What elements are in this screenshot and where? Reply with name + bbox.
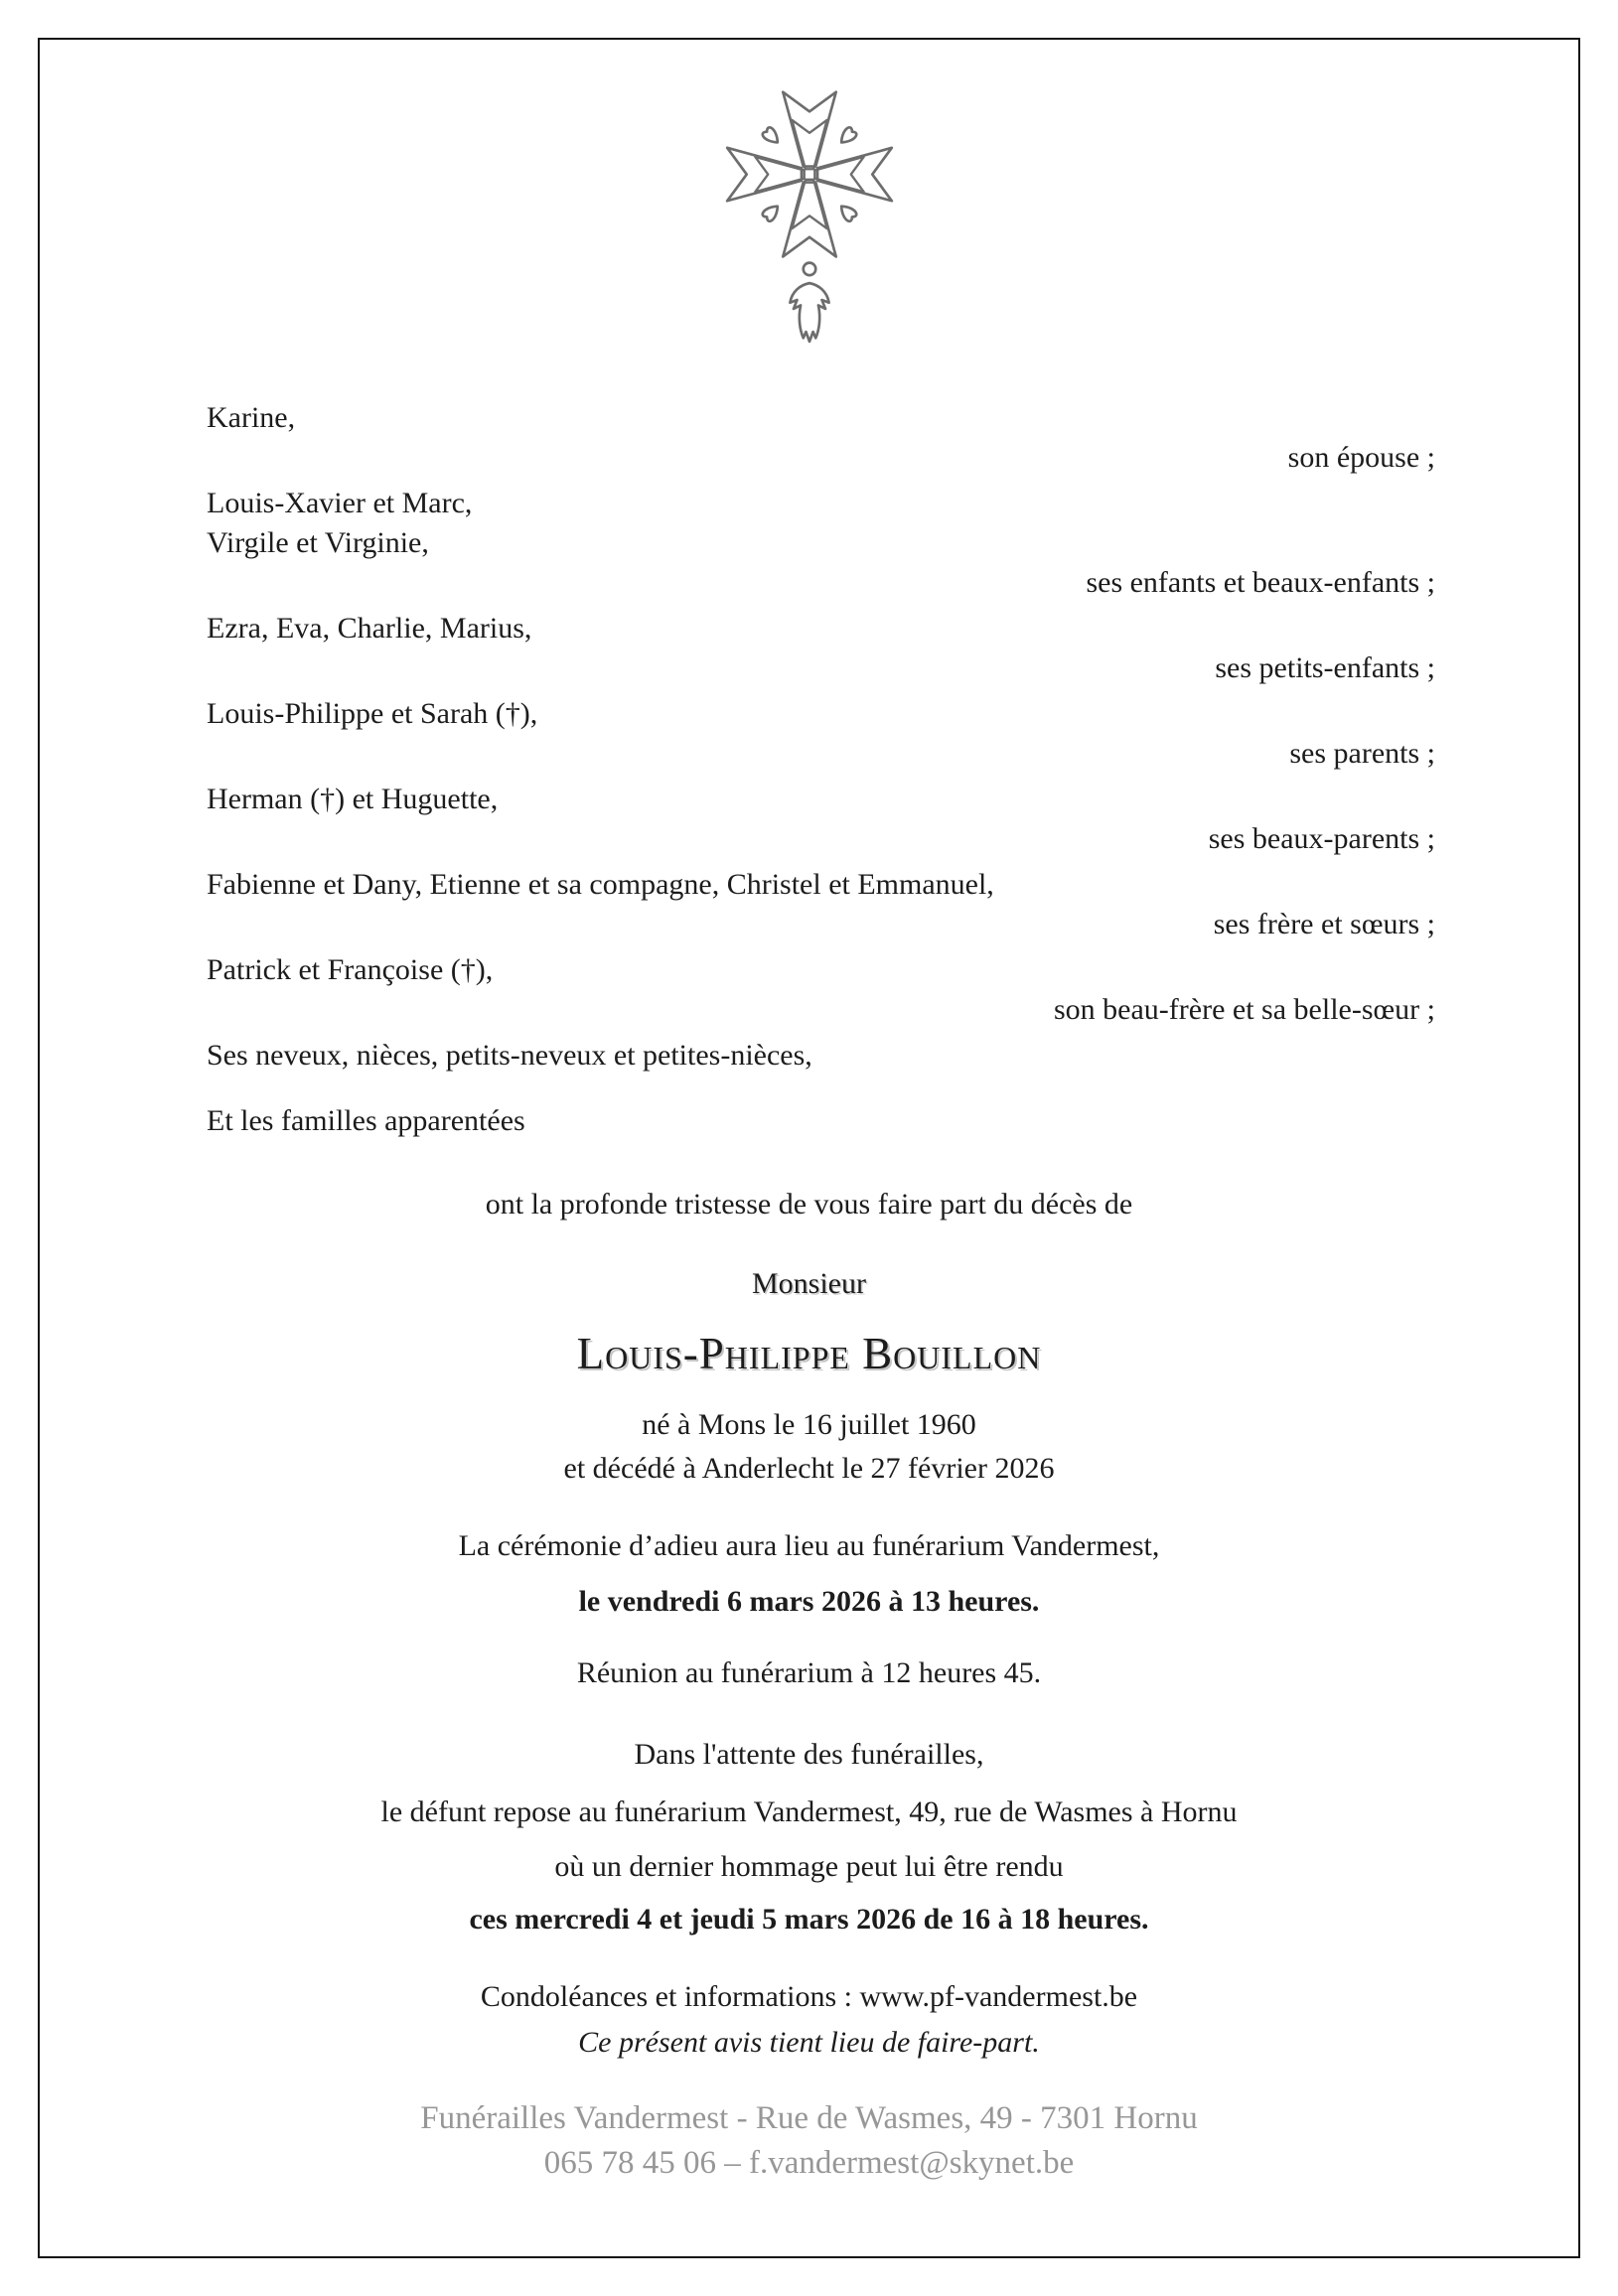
birth-line: né à Mons le 16 juillet 1960 — [642, 1408, 976, 1441]
death-line: et décédé à Anderlecht le 27 février 2026 — [563, 1452, 1055, 1485]
family-group — [207, 865, 1435, 944]
family-group — [207, 1101, 1435, 1141]
condolences-line: Condoléances et informations : www.pf-vandermest.be — [480, 1980, 1138, 2013]
family-names: Patrick et Françoise (†), — [207, 953, 494, 986]
family-names: Et les familles apparentées — [207, 1104, 525, 1137]
family-relation: son beau-frère et sa belle-sœur ; — [1054, 993, 1435, 1026]
family-relation: ses parents ; — [1289, 737, 1435, 770]
page-border — [38, 38, 1580, 2258]
family-names: Louis-Philippe et Sarah (†), — [207, 697, 538, 730]
family-group — [207, 398, 1435, 478]
meeting-line: Réunion au funérarium à 12 heures 45. — [576, 1656, 1042, 1689]
announcement-block — [40, 1185, 1578, 2063]
notice-line: Ce présent avis tient lieu de faire-part. — [578, 2026, 1040, 2059]
family-group — [207, 1036, 1435, 1076]
funeral-home-footer — [40, 2096, 1578, 2186]
cross-arms — [727, 92, 892, 257]
family-names: Ses neveux, nièces, petits-neveux et petites-nièces, — [207, 1039, 812, 1072]
footer-contact: 065 78 45 06 – f.vandermest@skynet.be — [543, 2145, 1075, 2181]
family-relation: son épouse ; — [1287, 441, 1435, 474]
family-names: Karine, — [207, 401, 296, 434]
dove-icon — [790, 283, 828, 342]
family-group — [207, 780, 1435, 859]
ceremony-line: La cérémonie d’adieu aura lieu au funérarium Vandermest, — [458, 1529, 1160, 1562]
ornament — [40, 81, 1578, 378]
family-names: Herman (†) et Huguette, — [207, 783, 499, 815]
family-group — [207, 950, 1435, 1030]
waiting-line: Dans l'attente des funérailles, — [634, 1738, 984, 1771]
huguenot-cross-icon — [712, 81, 907, 373]
family-relation: ses enfants et beaux-enfants ; — [1086, 566, 1435, 599]
honorific: Monsieur — [752, 1267, 866, 1300]
visit-times-line: ces mercredi 4 et jeudi 5 mars 2026 de 16 à 18 heures. — [469, 1903, 1149, 1936]
family-names: Virgile et Virginie, — [207, 526, 429, 559]
repose-line: le défunt repose au funérarium Vandermest, 49, rue de Wasmes à Hornu — [380, 1795, 1238, 1828]
family-relation: ses petits-enfants ; — [1215, 651, 1435, 684]
deceased-name: Louis-Philippe Bouillon — [576, 1329, 1042, 1378]
family-names: Fabienne et Dany, Etienne et sa compagne, Christel et Emmanuel, — [207, 868, 994, 901]
funeral-announcement-page — [40, 40, 1578, 2256]
family-relation: ses beaux-parents ; — [1208, 822, 1435, 855]
family-group — [207, 609, 1435, 688]
family-relation: ses frère et sœurs ; — [1213, 908, 1435, 940]
footer-address: Funérailles Vandermest - Rue de Wasmes, 49 - 7301 Hornu — [420, 2100, 1198, 2136]
family-names: Louis-Xavier et Marc, — [207, 487, 473, 519]
family-list — [40, 398, 1578, 1141]
family-group — [207, 484, 1435, 603]
announcement-sentence: ont la profonde tristesse de vous faire part du décès de — [485, 1188, 1133, 1220]
ceremony-datetime: le vendredi 6 mars 2026 à 13 heures. — [578, 1585, 1040, 1618]
link-ring-icon — [803, 263, 814, 275]
family-group — [207, 694, 1435, 774]
homage-line: où un dernier hommage peut lui être rendu — [554, 1850, 1064, 1883]
family-names: Ezra, Eva, Charlie, Marius, — [207, 612, 532, 645]
heart-ornaments — [761, 126, 857, 222]
